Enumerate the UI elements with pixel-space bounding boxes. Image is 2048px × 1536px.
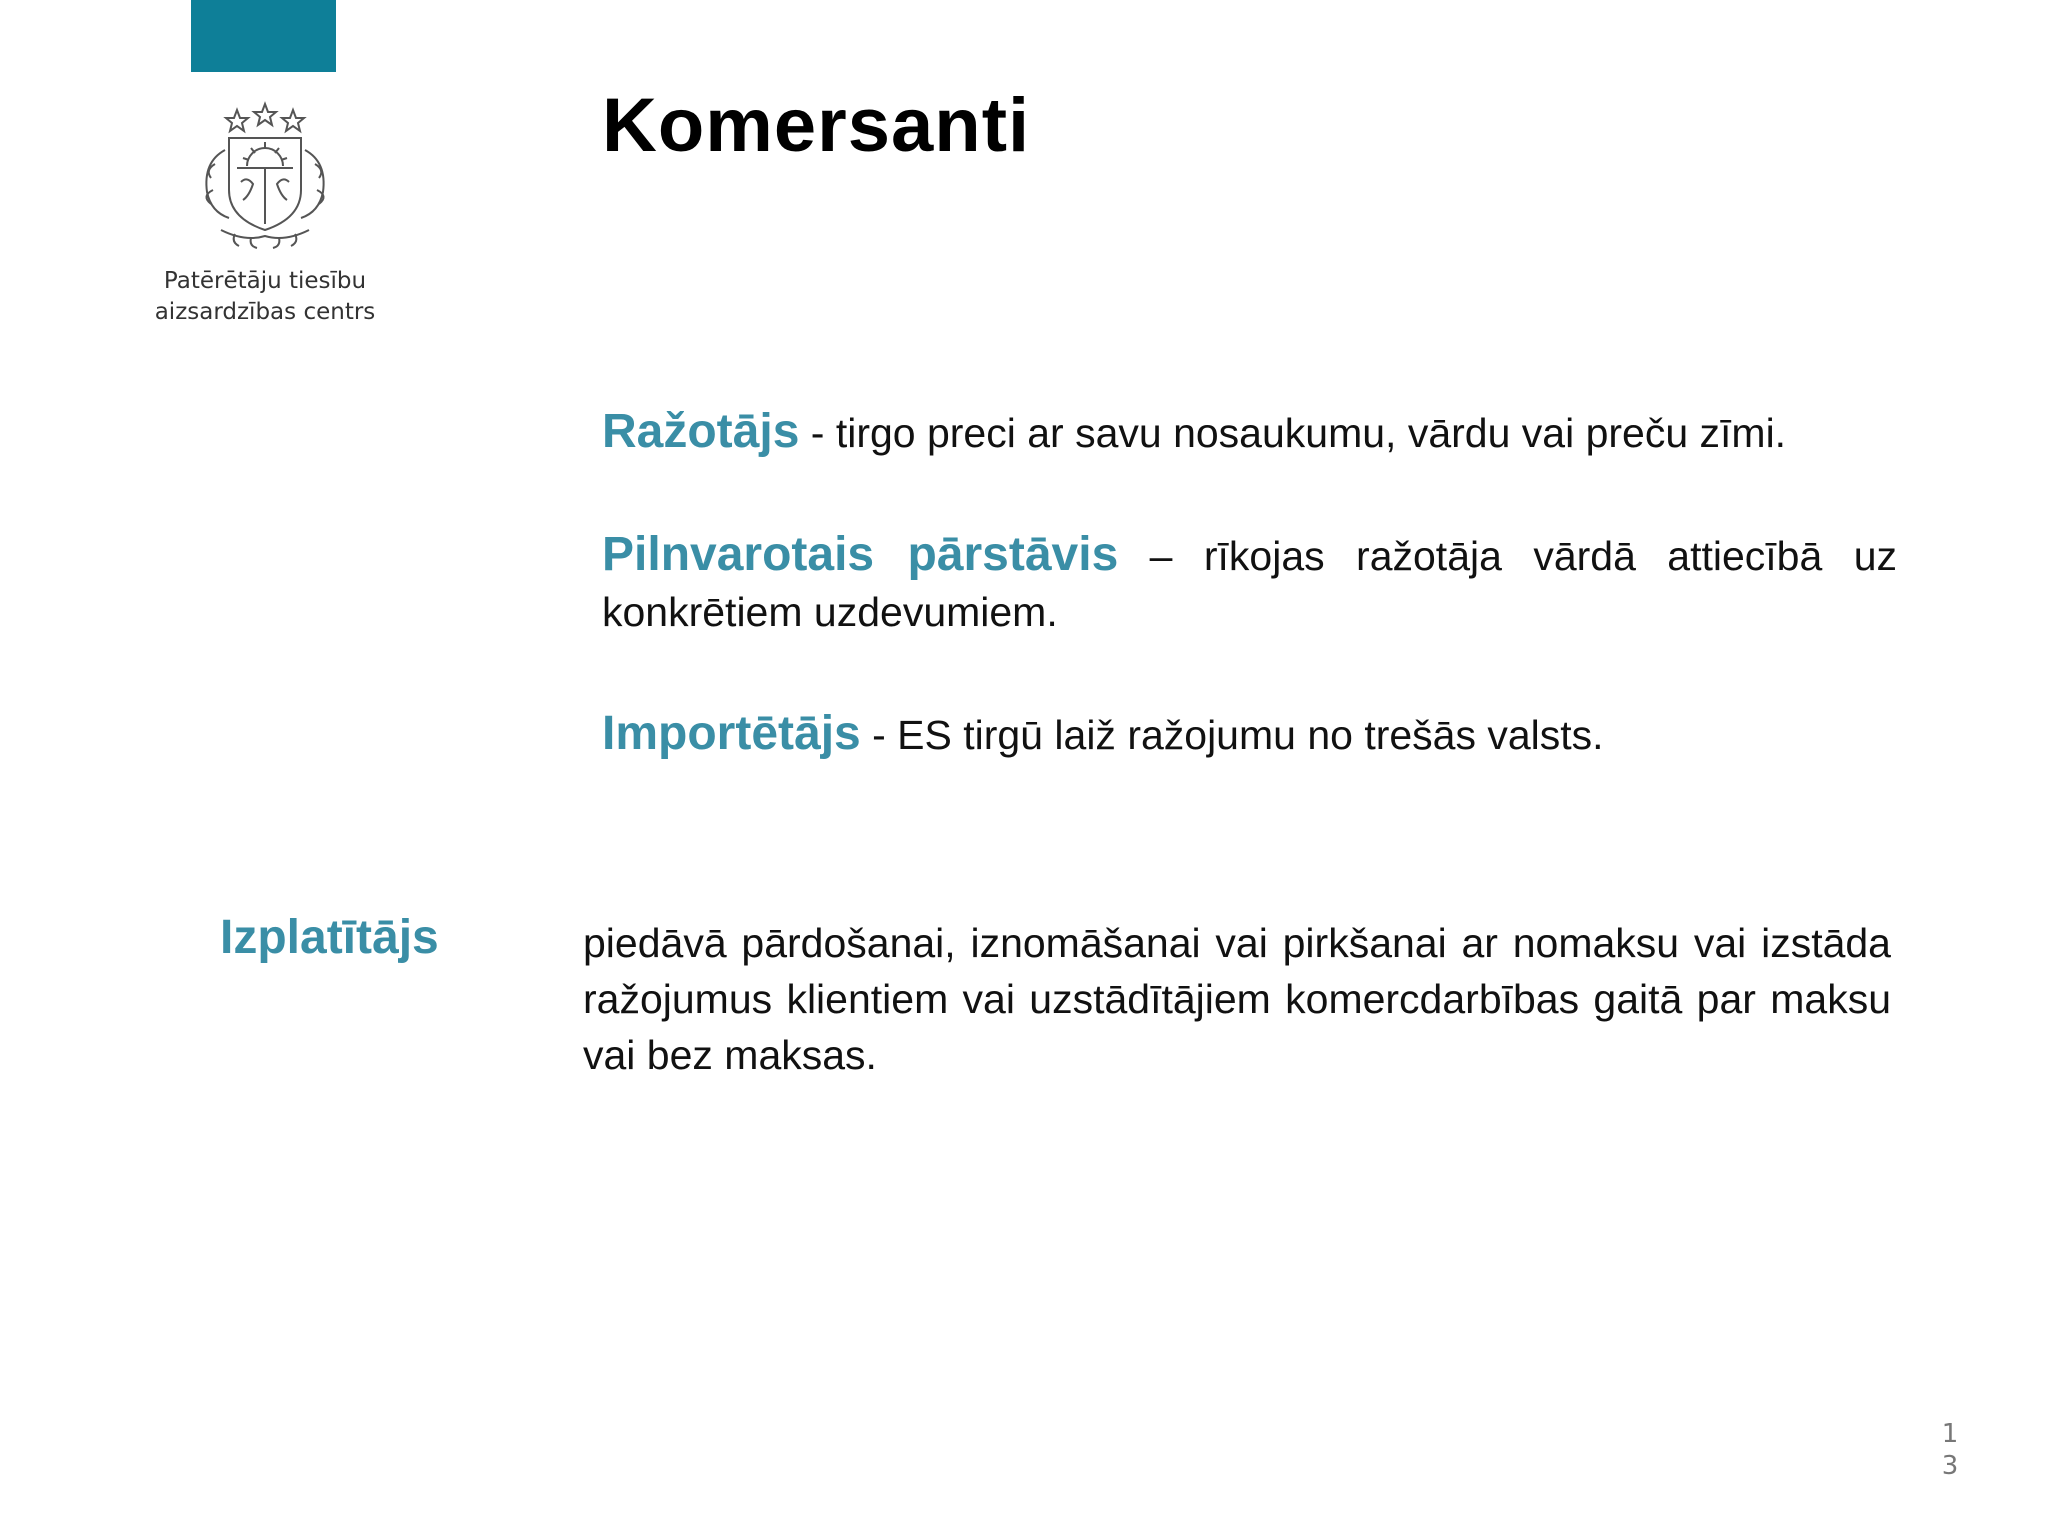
term-distributor: Izplatītājs [220, 911, 439, 964]
page-title: Komersanti [602, 83, 1031, 168]
definition-authorised-representative [602, 527, 1897, 640]
term-manufacturer: Ražotājs [602, 405, 800, 458]
term-authorised-representative: Pilnvarotais pārstāvis [602, 528, 1119, 581]
page-number: 13 [1941, 1419, 1959, 1481]
logo [140, 100, 390, 340]
definition-text: – rīkojas ražotāja vārdā attiecībā uz konkrētiem uzdevumiem. [602, 533, 1897, 635]
definition-distributor: piedāvā pārdošanai, iznomāšanai vai pirkšanai ar nomaksu vai izstāda ražojumus klientiem vai uzstādītājiem komercdarbības gaitā par maksu vai bez maksas. [583, 920, 1891, 1078]
definition-text: - ES tirgū laiž ražojumu no trešās valsts. [860, 712, 1604, 758]
organization-name-line2: aizsardzības centrs [154, 299, 376, 325]
definition-manufacturer [602, 404, 1897, 461]
definitions-list [602, 404, 1897, 829]
definition-text: - tirgo preci ar savu nosaukumu, vārdu vai preču zīmi. [799, 410, 1787, 456]
organization-name [140, 266, 390, 328]
term-importer: Importētājs [602, 707, 861, 760]
coat-of-arms-icon [185, 100, 345, 250]
organization-name-line1: Patērētāju tiesību [163, 268, 367, 294]
accent-bar [191, 0, 336, 72]
definition-importer [602, 706, 1897, 763]
